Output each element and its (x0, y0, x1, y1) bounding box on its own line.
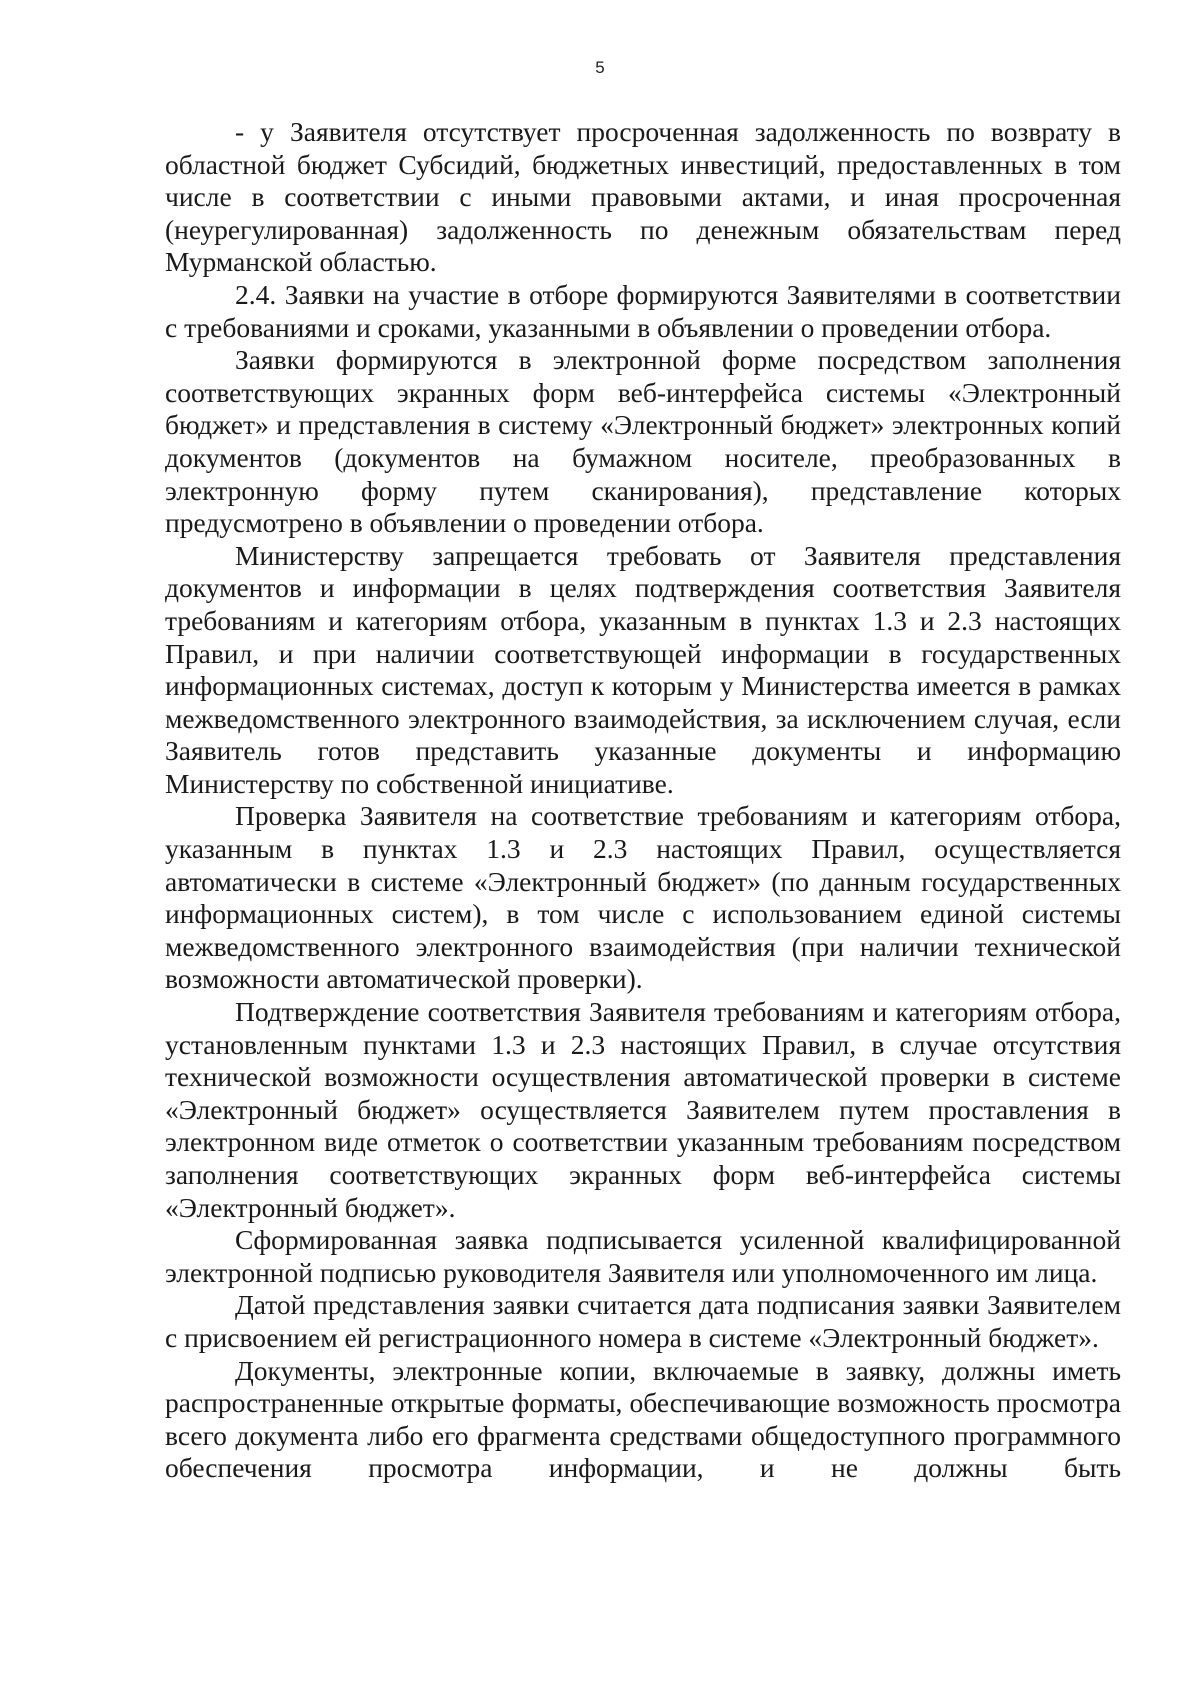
paragraph-document-formats: Документы, электронные копии, включаемые в заявку, должны иметь распространенные открытые форматы, обеспечивающие возможность просмотра всего документа либо его фрагмента средствами общедоступного программного обеспечения просмотра информации, и не должны быть (165, 1354, 1121, 1484)
paragraph-2-4-applications: 2.4. Заявки на участие в отборе формируются Заявителями в соответствии с требованиями и сроками, указанными в объявлении о проведении отбора. (165, 278, 1121, 343)
paragraph-electronic-form: Заявки формируются в электронной форме посредством заполнения соответствующих экранных форм веб-интерфейса системы «Электронный бюджет» и представления в систему «Электронный бюджет» электронных копий документов (документов на бумажном носителе, преобразованных в электронную форму путем сканирования), представление которых предусмотрено в объявлении о проведении отбора. (165, 344, 1121, 539)
paragraph-ministry-prohibition: Министерству запрещается требовать от Заявителя представления документов и информации в целях подтверждения соответствия Заявителя требованиям и категориям отбора, указанным в пунктах 1.3 и 2.3 настоящих Правил, и при наличии соответствующей информации в государственных информационных системах, доступ к которым у Министерства имеется в рамках межведомственного электронного взаимодействия, за исключением случая, если Заявитель готов представить указанные документы и информацию Министерству по собственной инициативе. (165, 539, 1121, 799)
paragraph-submission-date: Датой представления заявки считается дата подписания заявки Заявителем с присвоением ей регистрационного номера в системе «Электронный бюджет». (165, 1289, 1121, 1353)
paragraph-debt-condition: - у Заявителя отсутствует просроченная задолженность по возврату в областной бюджет Субсидий, бюджетных инвестиций, предоставленных в том числе в соответствии с иными правовыми актами, и иная просроченная (неурегулированная) задолженность по денежным обязательствам перед Мурманской областью. (165, 116, 1121, 278)
document-body (165, 116, 1121, 1485)
paragraph-signature: Сформированная заявка подписывается усиленной квалифицированной электронной подписью руководителя Заявителя или уполномоченного им лица. (165, 1224, 1121, 1288)
paragraph-manual-confirmation: Подтверждение соответствия Заявителя требованиям и категориям отбора, установленным пунктами 1.3 и 2.3 настоящих Правил, в случае отсутствия технической возможности осуществления автоматической проверки в системе «Электронный бюджет» осуществляется Заявителем путем проставления в электронном виде отметок о соответствии указанным требованиям посредством заполнения соответствующих экранных форм веб-интерфейса системы «Электронный бюджет». (165, 996, 1121, 1223)
page-number: 5 (595, 58, 605, 77)
paragraph-automatic-check: Проверка Заявителя на соответствие требованиям и категориям отбора, указанным в пунктах 1.3 и 2.3 настоящих Правил, осуществляется автоматически в системе «Электронный бюджет» (по данным государственных информационных систем), в том числе с использованием единой системы межведомственного электронного взаимодействия (при наличии технической возможности автоматической проверки). (165, 800, 1121, 995)
